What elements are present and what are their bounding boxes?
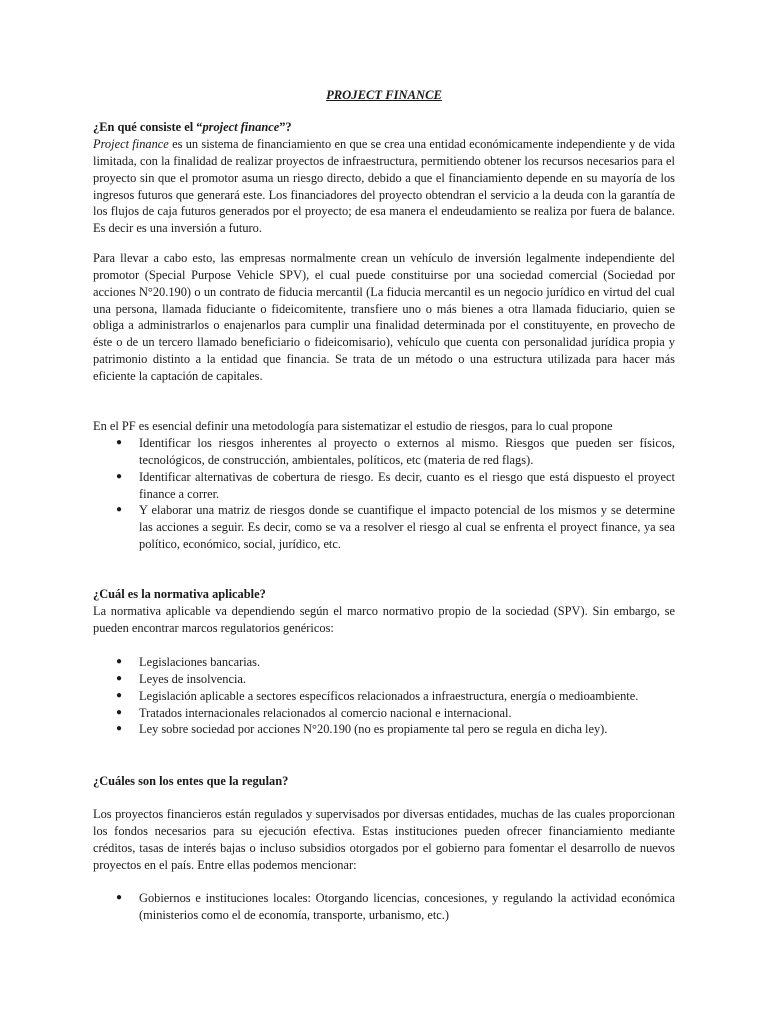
list-item <box>93 502 675 553</box>
bullet-icon: ● <box>116 723 123 735</box>
section1-p1-italic: Project finance <box>93 137 169 151</box>
list-item <box>93 688 675 705</box>
list-item-text: Identificar alternativas de cobertura de riesgo. Es decir, cuanto es el riesgo que está dispuesto el proyect finance a correr. <box>139 469 675 501</box>
list-item-text: Identificar los riesgos inherentes al proyecto o externos al mismo. Riesgos que pueden ser físicos, tecnológicos, de construcción, ambientales, políticos, etc (materia de red flags). <box>139 436 675 467</box>
section1-p1-text: es un sistema de financiamiento en que se crea una entidad económicamente independiente y de vida limitada, con la finalidad de realizar proyectos de infraestructura, permitiendo obtener los recursos necesarios para el proyecto sin que el promotor asuma un riesgo directo, debido a que el financiamiento depende en su mayoría de los ingresos futuros que generará este. Los financiadores del proyecto obtendran el servicio a la deuda con la garantía de los flujos de caja futuros generados por el proyecto; de esa manera el endeudamiento se realiza por fuera de balance. Es decir es una inversión a futuro. <box>93 137 675 236</box>
bullet-icon: ● <box>116 656 123 667</box>
section3-paragraph-1: Los proyectos financieros están regulados y supervisados por diversas entidades, muchas de las cuales proporcionan los fondos necesarios para su ejecución efectiva. Estas instituciones pueden ofrecer financiamiento mediante créditos, tasas de interés bajas o incluso subsidios otorgados por el gobierno para fomentar el desarrollo de nuevos proyectos en el país. Entre ellas podemos mencionar: <box>93 807 675 872</box>
document-title: PROJECT FINANCE <box>326 88 442 102</box>
list-item-text: Y elaborar una matriz de riesgos donde se cuantifique el impacto potencial de los mismos y se determine las acciones a seguir. Es decir, como se va a resolver el riesgo al cual se enfrenta el proyect finance, ya sea político, económico, social, jurídico, etc. <box>139 503 675 552</box>
section2-paragraph-1: La normativa aplicable va dependiendo según el marco normativo propio de la sociedad (SPV). Sin embargo, se pueden encontrar marcos regulatorios genéricos: <box>93 604 675 635</box>
bullet-icon: ● <box>116 437 123 448</box>
section1-bullet-list <box>93 435 675 553</box>
bullet-icon: ● <box>116 706 123 718</box>
list-item-text: Tratados internacionales relacionados al comercio nacional e internacional. <box>139 705 512 720</box>
section1-paragraph-2: Para llevar a cabo esto, las empresas normalmente crean un vehículo de inversión legalmente independiente del promotor (Special Purpose Vehicle SPV), el cual puede constituirse por una sociedad comercial (Sociedad por acciones N°20.190) o un contrato de fiducia mercantil (La fiducia mercantil es un negocio jurídico en virtud del cual una persona, llamada fiduciante o fideicomitente, transfiere uno o más bienes a otra llamada fiduciario, quien se obliga a administrarlos o enajenarlos para cumplir una finalidad determinada por el constituyente, en provecho de éste o de un tercero llamado beneficiario o fideicomisario), vehículo que cuenta con personalidad jurídica propia y patrimonio distinto a la entidad que financia. Se trata de un método o una estructura utilizada para hacer más eficiente la captación de capitales. <box>93 251 675 383</box>
list-item-text: Ley sobre sociedad por acciones N°20.190 (no es propiamente tal pero se regula en dicha ley). <box>139 722 608 737</box>
bullet-icon: ● <box>116 470 123 482</box>
bullet-icon: ● <box>116 689 123 701</box>
bullet-icon: ● <box>116 892 123 903</box>
list-item-text: Leyes de insolvencia. <box>139 671 247 686</box>
list-item-text: Gobiernos e instituciones locales: Otorgando licencias, concesiones, y regulando la actividad económica (ministerios como el de economía, transporte, urbanismo, etc.) <box>139 891 675 922</box>
section2-bullet-list <box>93 654 675 738</box>
section3-heading: ¿Cuáles son los entes que la regulan? <box>93 774 289 788</box>
bullet-icon: ● <box>116 504 123 516</box>
section1-paragraph-3: En el PF es esencial definir una metodología para sistematizar el estudio de riesgos, para lo cual propone <box>93 419 613 433</box>
list-item <box>93 721 675 738</box>
list-item <box>93 435 675 469</box>
section1-heading-prefix: ¿En qué consiste el “ <box>93 120 203 134</box>
list-item <box>93 469 675 503</box>
section1-paragraph-1 <box>93 136 675 237</box>
section1-heading <box>93 119 675 136</box>
list-item <box>93 654 675 671</box>
list-item <box>93 705 675 722</box>
list-item-text: Legislaciones bancarias. <box>139 655 261 669</box>
section2-heading: ¿Cuál es la normativa aplicable? <box>93 587 266 601</box>
section1-heading-suffix: ”? <box>279 120 292 134</box>
section1-heading-italic: project finance <box>202 120 280 134</box>
list-item-text: Legislación aplicable a sectores específicos relacionados a infraestructura, energía o medioambiente. <box>139 688 639 703</box>
list-item <box>93 890 675 924</box>
list-item <box>93 671 675 688</box>
bullet-icon: ● <box>116 672 123 684</box>
section3-bullet-list <box>93 890 675 924</box>
